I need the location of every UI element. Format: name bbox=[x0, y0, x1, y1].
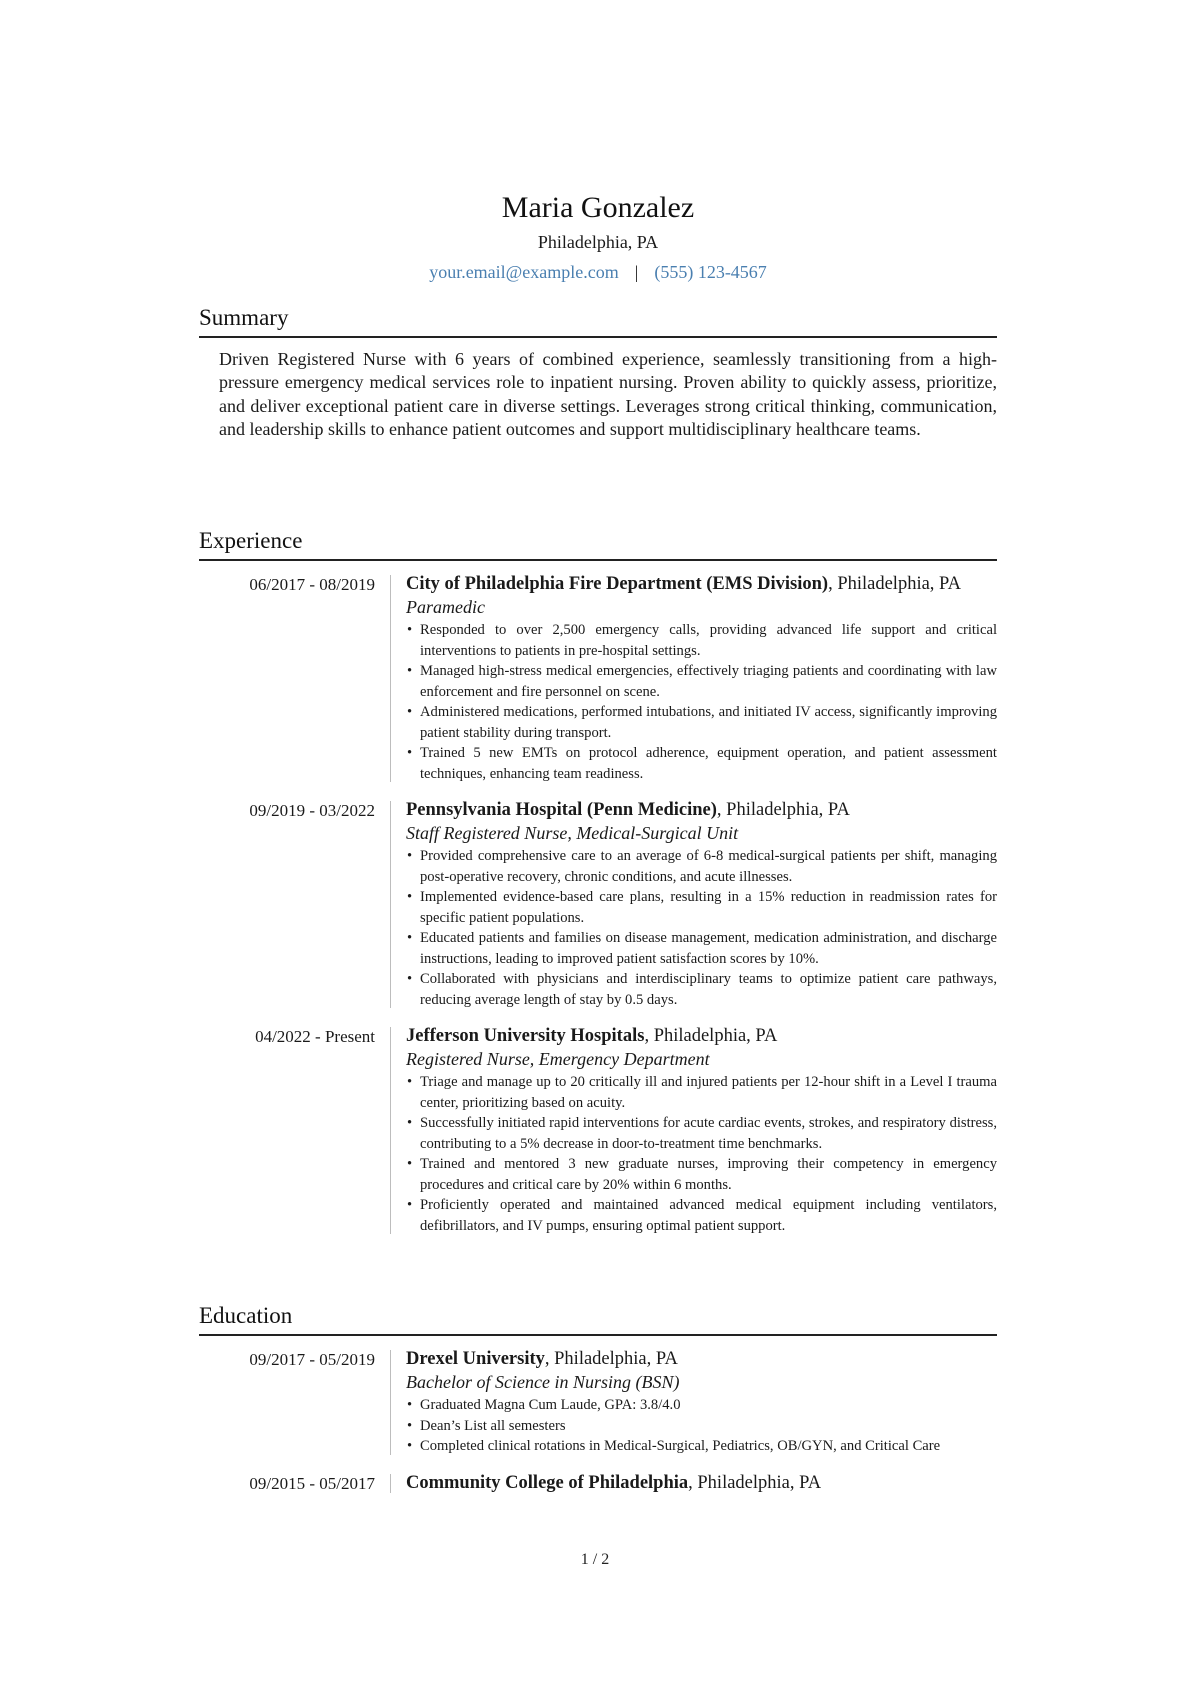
bullet-icon: • bbox=[407, 622, 413, 638]
entry-body bbox=[406, 1348, 997, 1457]
contact-line bbox=[199, 260, 997, 284]
section-title-education: Education bbox=[199, 1303, 293, 1328]
email-link[interactable]: your.email@example.com bbox=[429, 262, 619, 282]
bullet-icon: • bbox=[407, 1397, 413, 1413]
phone-link[interactable]: (555) 123-4567 bbox=[654, 262, 767, 282]
bullet-item bbox=[406, 969, 997, 1010]
entry-bullets bbox=[406, 846, 997, 1010]
contact-separator: | bbox=[634, 262, 639, 282]
experience-section bbox=[199, 527, 997, 1236]
section-title-experience: Experience bbox=[199, 528, 303, 553]
bullet-item bbox=[406, 661, 997, 702]
bullet-icon: • bbox=[407, 930, 413, 946]
page-number: 1 / 2 bbox=[580, 1551, 610, 1568]
bullet-text: Implemented evidence-based care plans, resulting in a 15% reduction in readmission rates for specific patient populations. bbox=[420, 889, 997, 926]
section-divider bbox=[199, 336, 997, 338]
bullet-item bbox=[406, 846, 997, 887]
bullet-item bbox=[406, 887, 997, 928]
bullet-icon: • bbox=[407, 1417, 413, 1434]
organization-location: , Philadelphia, PA bbox=[828, 574, 961, 594]
bullet-icon: • bbox=[407, 848, 413, 864]
bullet-item bbox=[406, 743, 997, 784]
bullet-icon: • bbox=[407, 1156, 413, 1172]
bullet-item bbox=[406, 1113, 997, 1154]
bullet-text: Dean’s List all semesters bbox=[420, 1417, 566, 1434]
entry-organization bbox=[406, 799, 997, 822]
organization-name: Community College of Philadelphia bbox=[406, 1472, 689, 1493]
bullet-icon: • bbox=[407, 971, 413, 987]
bullet-icon: • bbox=[407, 1438, 413, 1454]
bullet-icon: • bbox=[407, 663, 413, 679]
bullet-text: Administered medications, performed intubations, and initiated IV access, significantly improving patient stability during transport. bbox=[420, 704, 997, 741]
entry-body bbox=[406, 1025, 997, 1236]
entry-dates: 09/2017 - 05/2019 bbox=[249, 1350, 375, 1369]
entry-dates: 09/2019 - 03/2022 bbox=[249, 801, 375, 820]
organization-location: , Philadelphia, PA bbox=[544, 1349, 678, 1369]
bullet-text: Educated patients and families on disease management, medication administration, and discharge instructions, leading to improved patient satisfaction scores by 10%. bbox=[420, 930, 997, 967]
organization-location: , Philadelphia, PA bbox=[716, 800, 850, 820]
bullet-item bbox=[406, 1395, 997, 1416]
bullet-item bbox=[406, 1195, 997, 1236]
entry-body bbox=[406, 799, 997, 1010]
entry-bullets bbox=[406, 620, 997, 784]
entry-organization bbox=[406, 1348, 997, 1371]
entry-dates: 04/2022 - Present bbox=[255, 1027, 375, 1046]
education-section bbox=[199, 1302, 997, 1495]
entry-bullets bbox=[406, 1072, 997, 1236]
bullet-item bbox=[406, 1072, 997, 1113]
bullet-item bbox=[406, 702, 997, 743]
bullet-icon: • bbox=[407, 1074, 413, 1090]
entry-dates: 09/2015 - 05/2017 bbox=[249, 1473, 375, 1493]
bullet-text: Managed high-stress medical emergencies, effectively triaging patients and coordinating with law enforcement and fire personnel on scene. bbox=[420, 663, 997, 700]
organization-name: Pennsylvania Hospital (Penn Medicine) bbox=[406, 800, 717, 820]
summary-section bbox=[199, 304, 997, 442]
entry-timeline-bar bbox=[390, 1474, 391, 1493]
bullet-item bbox=[406, 1154, 997, 1195]
entry-dates: 06/2017 - 08/2019 bbox=[249, 575, 375, 594]
bullet-text: Responded to over 2,500 emergency calls, providing advanced life support and critical interventions to patients in pre-hospital settings. bbox=[420, 622, 997, 659]
entry-organization bbox=[406, 573, 997, 596]
organization-name: Drexel University bbox=[406, 1349, 545, 1369]
entry-role: Paramedic bbox=[406, 597, 485, 617]
bullet-text: Successfully initiated rapid interventions for acute cardiac events, strokes, and respiratory distress, contributing to a 5% decrease in door-to-treatment time benchmarks. bbox=[420, 1115, 997, 1152]
bullet-icon: • bbox=[407, 1115, 413, 1131]
entry-bullets bbox=[406, 1395, 997, 1457]
entry-role: Staff Registered Nurse, Medical-Surgical Unit bbox=[406, 823, 739, 843]
entry-timeline-bar bbox=[390, 1350, 391, 1455]
education-entry bbox=[199, 1472, 997, 1495]
bullet-icon: • bbox=[407, 1197, 413, 1213]
entry-body bbox=[406, 573, 997, 784]
bullet-text: Provided comprehensive care to an average of 6-8 medical-surgical patients per shift, managing post-operative recovery, chronic conditions, and acute illnesses. bbox=[420, 848, 997, 885]
entry-timeline-bar bbox=[390, 1027, 391, 1234]
bullet-item bbox=[406, 1416, 997, 1437]
entry-timeline-bar bbox=[390, 575, 391, 782]
organization-location: , Philadelphia, PA bbox=[644, 1026, 778, 1046]
bullet-item bbox=[406, 928, 997, 969]
experience-entry bbox=[199, 573, 997, 784]
section-title-summary: Summary bbox=[199, 305, 289, 330]
organization-name: City of Philadelphia Fire Department (EMS Division) bbox=[406, 574, 829, 594]
experience-entry bbox=[199, 799, 997, 1010]
entry-organization bbox=[406, 1472, 997, 1495]
bullet-text: Graduated Magna Cum Laude, GPA: 3.8/4.0 bbox=[420, 1397, 681, 1413]
organization-location: , Philadelphia, PA bbox=[688, 1472, 822, 1493]
organization-name: Jefferson University Hospitals bbox=[406, 1026, 645, 1046]
bullet-icon: • bbox=[407, 889, 413, 905]
entry-organization bbox=[406, 1025, 997, 1048]
entry-timeline-bar bbox=[390, 801, 391, 1008]
bullet-item bbox=[406, 1436, 997, 1457]
bullet-text: Trained 5 new EMTs on protocol adherence, equipment operation, and patient assessment techniques, enhancing team readiness. bbox=[420, 745, 997, 782]
candidate-name: Maria Gonzalez bbox=[501, 191, 695, 224]
section-divider bbox=[199, 559, 997, 561]
education-entry bbox=[199, 1348, 997, 1457]
bullet-icon: • bbox=[407, 745, 413, 761]
entry-body bbox=[406, 1472, 997, 1495]
bullet-text: Triage and manage up to 20 critically ill and injured patients per 12-hour shift in a Level I trauma center, prioritizing based on acuity. bbox=[420, 1074, 997, 1111]
candidate-location: Philadelphia, PA bbox=[537, 232, 659, 252]
entry-degree: Bachelor of Science in Nursing (BSN) bbox=[406, 1372, 680, 1392]
bullet-text: Completed clinical rotations in Medical-Surgical, Pediatrics, OB/GYN, and Critical Care bbox=[420, 1438, 941, 1454]
bullet-icon: • bbox=[407, 704, 413, 720]
bullet-text: Proficiently operated and maintained advanced medical equipment including ventilators, defibrillators, and IV pumps, ensuring optimal patient support. bbox=[420, 1197, 997, 1234]
experience-entry bbox=[199, 1025, 997, 1236]
bullet-text: Trained and mentored 3 new graduate nurses, improving their competency in emergency procedures and critical care by 20% within 6 months. bbox=[420, 1156, 997, 1193]
bullet-item bbox=[406, 620, 997, 661]
summary-text: Driven Registered Nurse with 6 years of combined experience, seamlessly transitioning from a high-pressure emergency medical services role to inpatient nursing. Proven ability to quickly assess, prioritize, and deliver exceptional patient care in diverse settings. Leverages strong critical thinking, communication, and leadership skills to enhance patient outcomes and support multidisciplinary healthcare teams. bbox=[219, 349, 997, 440]
section-divider bbox=[199, 1334, 997, 1336]
resume-header bbox=[199, 190, 997, 284]
entry-role: Registered Nurse, Emergency Department bbox=[406, 1049, 710, 1069]
bullet-text: Collaborated with physicians and interdisciplinary teams to optimize patient care pathways, reducing average length of stay by 0.5 days. bbox=[420, 971, 997, 1008]
